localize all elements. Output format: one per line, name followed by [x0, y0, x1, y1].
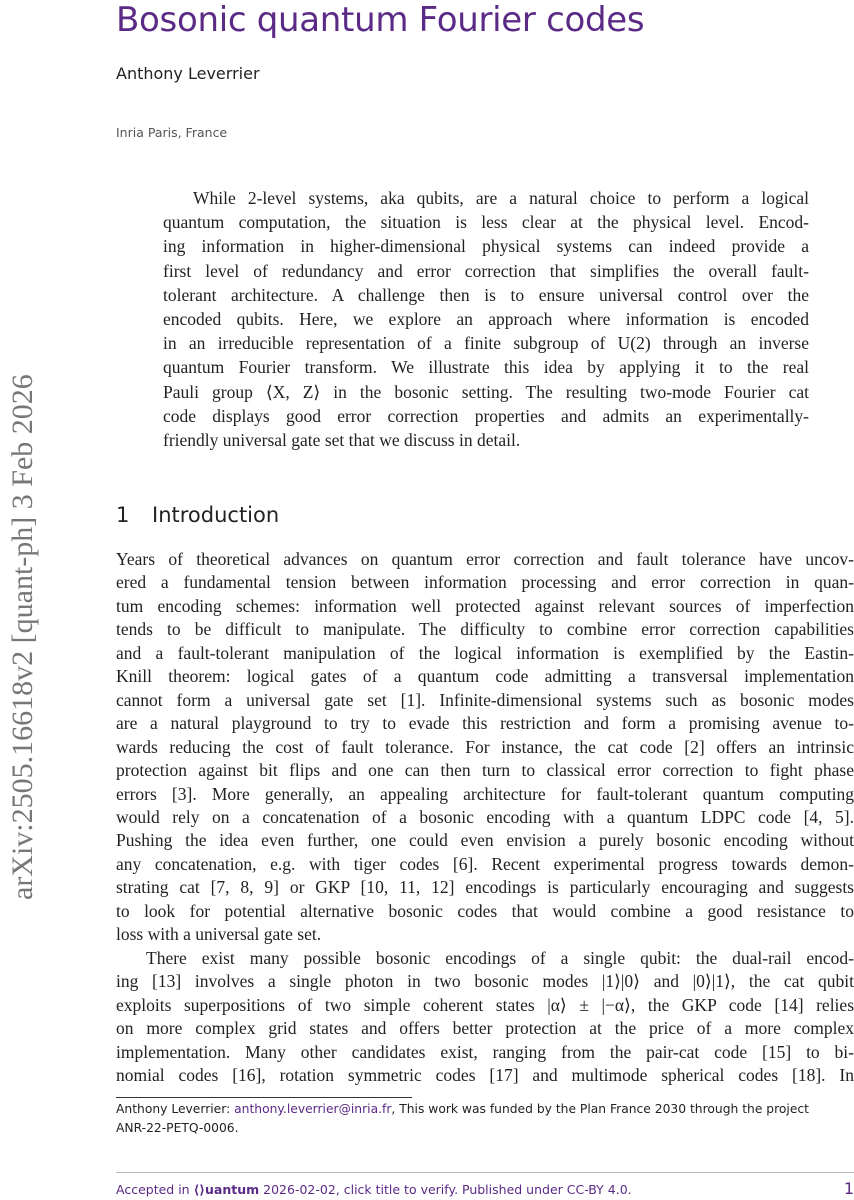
abstract-line: in an irreducible representation of a finite subgroup of U(2) through an inverse — [163, 333, 809, 354]
abstract-line: code displays good error correction properties and admits an experimentally- — [163, 405, 809, 426]
arxiv-stamp: arXiv:2505.16618v2 [quant-ph] 3 Feb 2026 — [6, 374, 39, 900]
footer-accepted: Accepted in — [116, 1182, 190, 1197]
body-line: ered a fundamental tension between information processing and error correction in quan- — [116, 572, 854, 593]
abstract-line: encoded qubits. Here, we explore an approach where information is encoded — [163, 309, 809, 330]
section-title: Introduction — [152, 503, 280, 527]
body-line: loss with a universal gate set. — [116, 924, 322, 945]
body-line: to look for potential alternative bosonic codes that would combine a good resistance to — [116, 900, 854, 921]
abstract-line: While 2-level systems, aka qubits, are a natural choice to perform a logical — [193, 188, 809, 208]
body-line: would rely on a concatenation of a bosonic encoding with a quantum LDPC code [4, 5]. — [116, 806, 854, 827]
body-line: Pushing the idea even further, one could even envision a purely bosonic encoding without — [116, 830, 854, 851]
page-number: 1 — [843, 1179, 854, 1198]
section-heading — [116, 503, 279, 527]
affiliation: Inria Paris, France — [116, 125, 228, 140]
body-line: are a natural playground to try to evade this restriction and form a promising avenue to- — [116, 713, 854, 734]
abstract-line: first level of redundancy and error correction that simplifies the overall fault- — [163, 260, 809, 281]
quantum-logo: ⟨⟩uantum — [193, 1182, 260, 1197]
body-line: ing [13] involves a single photon in two bosonic modes |1⟩|0⟩ and |0⟩|1⟩, the cat qubit — [116, 971, 854, 992]
body-text — [116, 548, 854, 1087]
footer-verify-text[interactable]: 2026-02-02, click title to verify. Published under CC-BY 4.0. — [263, 1182, 632, 1197]
body-line: nomial codes [16], rotation symmetric codes [17] and multimode spherical codes [18]. In — [116, 1064, 854, 1085]
body-line: on more complex grid states and offers better protection at the price of a more complex — [116, 1018, 854, 1039]
section-number: 1 — [116, 503, 130, 527]
abstract-line: friendly universal gate set that we discuss in detail. — [163, 430, 521, 451]
body-line: Years of theoretical advances on quantum error correction and fault tolerance have uncov- — [116, 549, 854, 569]
footer-divider — [116, 1172, 854, 1173]
paper-title[interactable]: Bosonic quantum Fourier codes — [116, 0, 645, 40]
abstract-line: Pauli group ⟨X, Z⟩ in the bosonic setting. The resulting two-mode Fourier cat — [163, 381, 809, 402]
body-line: any concatenation, e.g. with tiger codes [6]. Recent experimental progress towards demon- — [116, 853, 854, 874]
body-line: errors [3]. More generally, an appealing architecture for fault-tolerant quantum computing — [116, 783, 854, 804]
footnote-funding: , This work was funded by the Plan France 2030 through the project — [391, 1102, 809, 1116]
footnote-project: ANR-22-PETQ-0006. — [116, 1121, 239, 1135]
body-line: and a fault-tolerant manipulation of the logical information is exemplified by the Eastin- — [116, 642, 854, 663]
body-line: strating cat [7, 8, 9] or GKP [10, 11, 12] encodings is particularly encouraging and suggests — [116, 877, 854, 898]
abstract-line: quantum computation, the situation is less clear at the physical level. Encod- — [163, 212, 809, 233]
body-line: cannot form a universal gate set [1]. Infinite-dimensional systems such as bosonic modes — [116, 689, 854, 710]
author-email-link[interactable]: anthony.leverrier@inria.fr — [234, 1102, 392, 1116]
abstract-line: quantum Fourier transform. We illustrate this idea by applying it to the real — [163, 357, 809, 378]
page-footer — [116, 1179, 854, 1198]
body-line: implementation. Many other candidates exist, ranging from the pair-cat code [15] to bi- — [116, 1041, 854, 1062]
abstract — [163, 186, 809, 452]
abstract-line: ing information in higher-dimensional physical systems can indeed provide a — [163, 236, 809, 257]
footnote-author: Anthony Leverrier: — [116, 1102, 235, 1116]
body-line: tum encoding schemes: information well protected against relevant sources of imperfection — [116, 595, 854, 616]
body-line: tends to be difficult to manipulate. The difficulty to combine error correction capabilities — [116, 619, 854, 640]
footnote — [116, 1100, 854, 1138]
body-line: wards reducing the cost of fault tolerance. For instance, the cat code [2] offers an intrinsic — [116, 736, 854, 757]
body-line: exploits superpositions of two simple coherent states |α⟩ ± |−α⟩, the GKP code [14] relies — [116, 994, 854, 1015]
body-line: Knill theorem: logical gates of a quantum code admitting a transversal implementation — [116, 666, 854, 687]
body-line: protection against bit flips and one can then turn to classical error correction to fight phase — [116, 760, 854, 781]
abstract-line: tolerant architecture. A challenge then is to ensure universal control over the — [163, 284, 809, 305]
author-name: Anthony Leverrier — [116, 64, 260, 83]
body-line: There exist many possible bosonic encodings of a single qubit: the dual-rail encod- — [146, 947, 854, 968]
footnote-divider — [116, 1097, 412, 1098]
